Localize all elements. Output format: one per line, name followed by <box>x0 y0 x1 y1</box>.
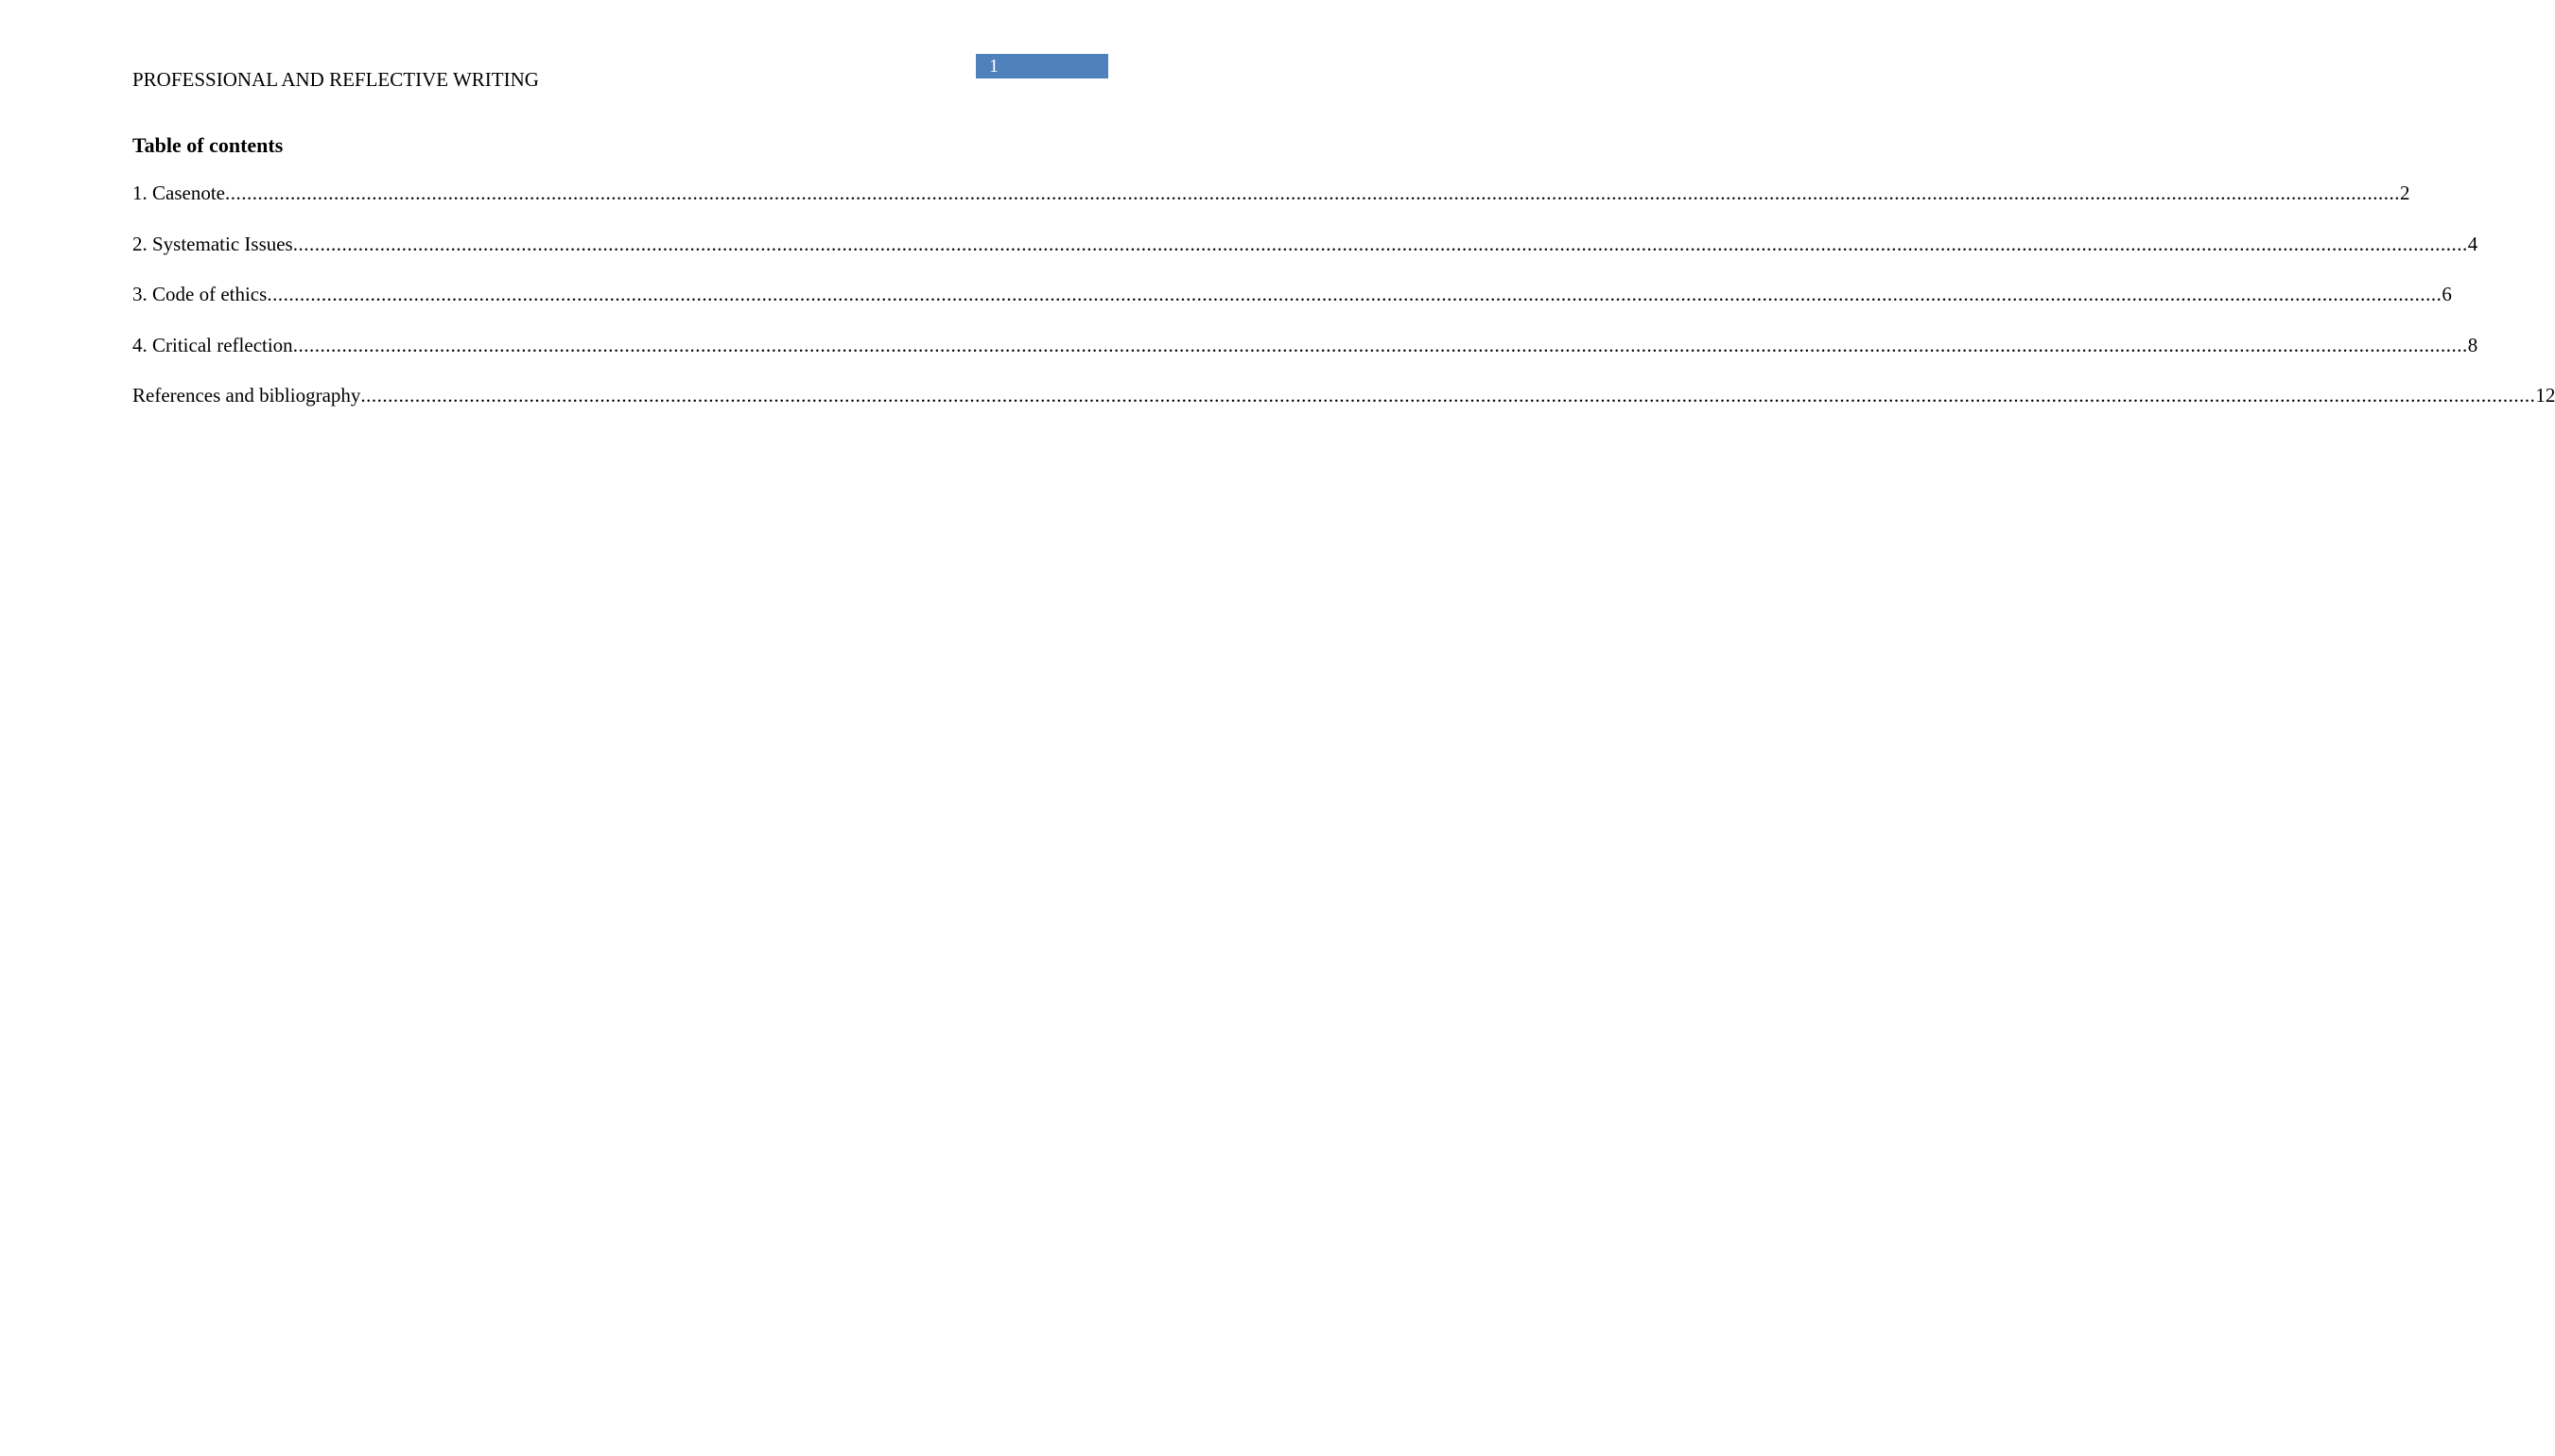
toc-entry-critical-reflection[interactable] <box>132 332 2478 383</box>
toc-entry-page: 12 <box>2535 384 2555 407</box>
page-number-badge <box>976 54 1108 78</box>
toc-entry-title: 4. Critical reflection <box>132 333 293 356</box>
toc-dot-leader: ................................................................................................................................................................................................................................................................................................................................................................................................................ <box>224 182 2400 204</box>
toc-entry-page: 8 <box>2467 333 2478 356</box>
table-of-contents <box>132 180 2555 433</box>
toc-entry-page: 2 <box>2399 182 2410 204</box>
toc-entry-title: 2. Systematic Issues <box>132 232 293 255</box>
toc-entry-code-of-ethics[interactable] <box>132 281 2452 332</box>
toc-dot-leader: ................................................................................................................................................................................................................................................................................................................................................................................................................ <box>360 384 2536 407</box>
running-header: PROFESSIONAL AND REFLECTIVE WRITING <box>132 68 539 91</box>
toc-entry-title: References and bibliography <box>132 384 361 407</box>
toc-dot-leader: ................................................................................................................................................................................................................................................................................................................................................................................................................ <box>267 283 2442 305</box>
toc-entry-references[interactable] <box>132 382 2555 433</box>
toc-entry-title: 1. Casenote <box>132 182 225 204</box>
toc-entry-casenote[interactable] <box>132 180 2410 231</box>
toc-dot-leader: ................................................................................................................................................................................................................................................................................................................................................................................................................ <box>292 333 2468 356</box>
toc-entry-page: 4 <box>2467 232 2478 255</box>
toc-dot-leader: ................................................................................................................................................................................................................................................................................................................................................................................................................ <box>292 232 2468 255</box>
page-number: 1 <box>989 56 999 77</box>
toc-entry-title: 3. Code of ethics <box>132 283 268 305</box>
toc-entry-systematic-issues[interactable] <box>132 231 2478 282</box>
toc-entry-page: 6 <box>2442 283 2452 305</box>
toc-heading: Table of contents <box>132 133 284 157</box>
